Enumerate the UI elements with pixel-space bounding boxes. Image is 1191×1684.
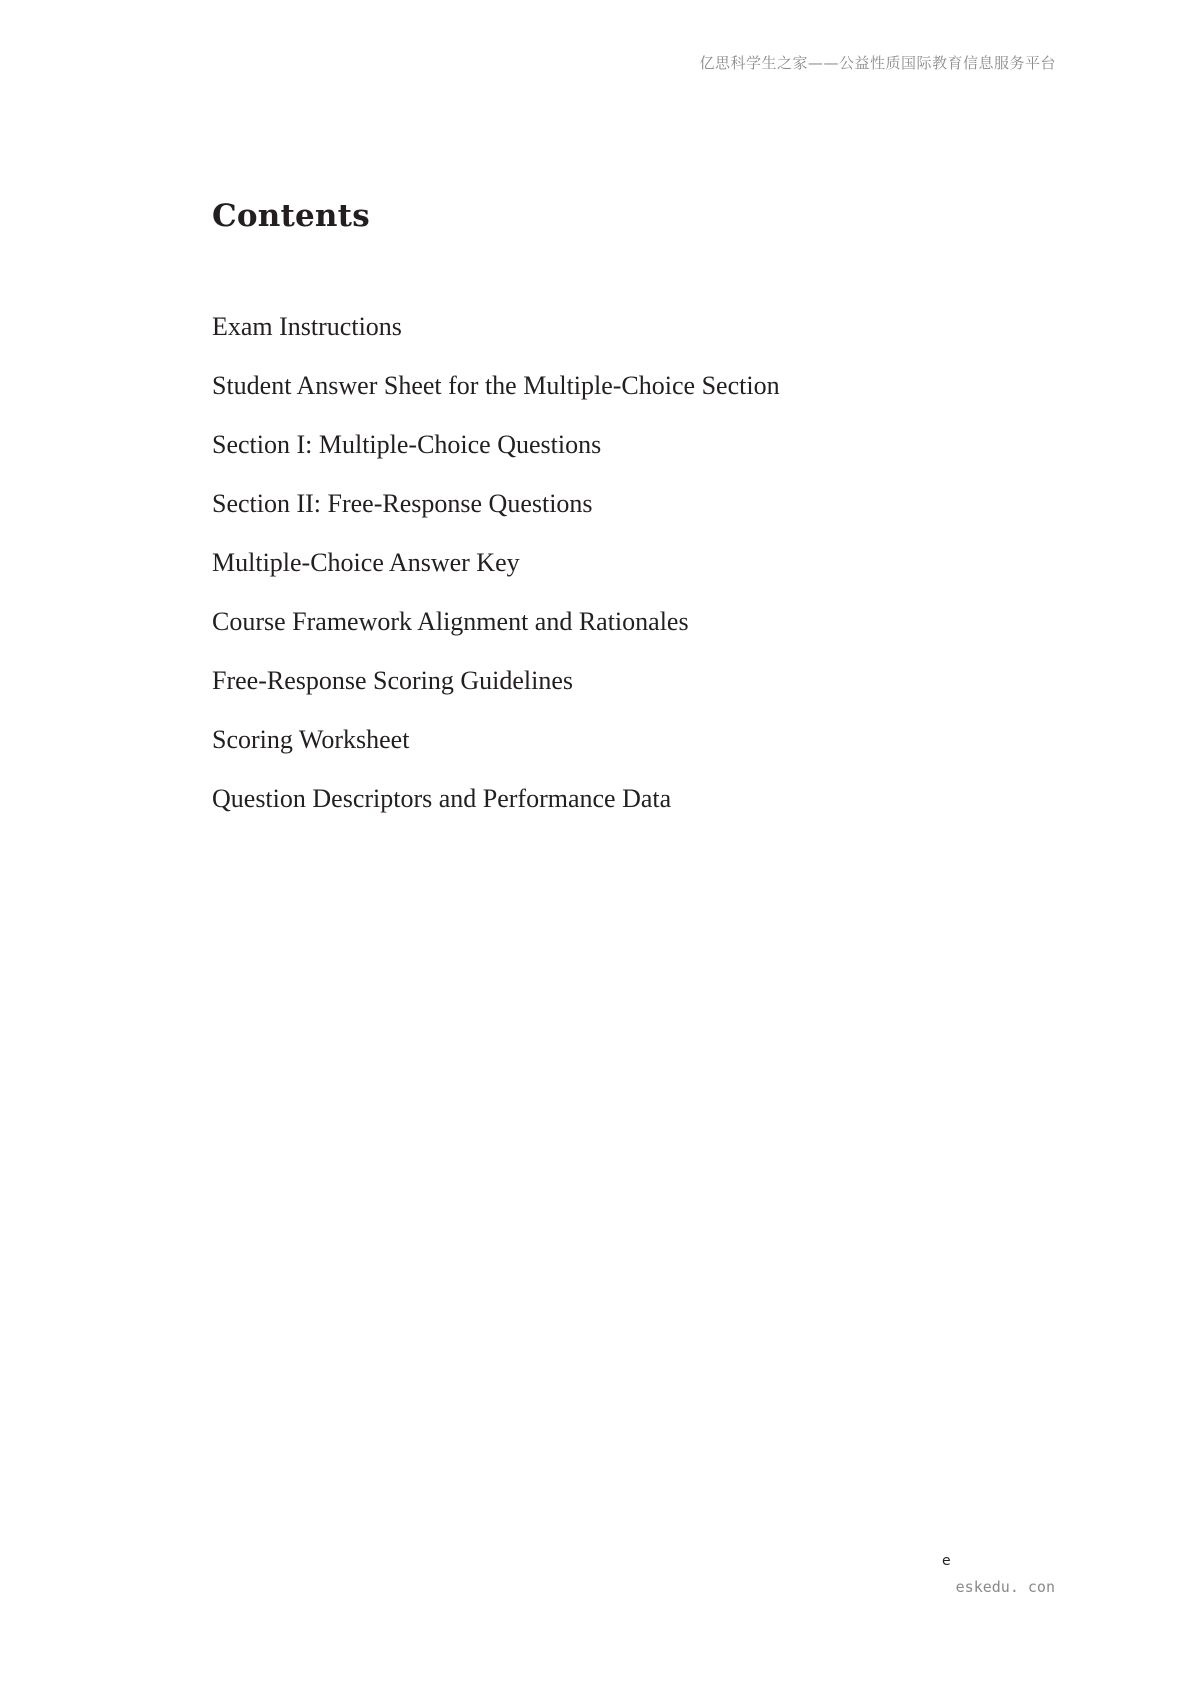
footer-watermark: eskedu. con bbox=[955, 1578, 1055, 1596]
toc-item-answer-key: Multiple-Choice Answer Key bbox=[212, 548, 520, 577]
toc-item-section-2-free-response: Section II: Free-Response Questions bbox=[212, 489, 593, 518]
toc-item-question-descriptors: Question Descriptors and Performance Data bbox=[212, 784, 672, 813]
toc-item-scoring-worksheet: Scoring Worksheet bbox=[212, 725, 410, 754]
header-watermark: 亿思科学生之家——公益性质国际教育信息服务平台 bbox=[699, 54, 1056, 72]
toc-item-section-1-multiple-choice: Section I: Multiple-Choice Questions bbox=[212, 430, 602, 459]
toc-item-scoring-guidelines: Free-Response Scoring Guidelines bbox=[212, 666, 574, 695]
toc-item-exam-instructions: Exam Instructions bbox=[212, 312, 402, 341]
toc-item-course-framework-alignment: Course Framework Alignment and Rationales bbox=[212, 607, 689, 636]
toc-item-student-answer-sheet: Student Answer Sheet for the Multiple-Choice Section bbox=[212, 371, 780, 400]
page-title: Contents bbox=[212, 198, 370, 234]
table-of-contents bbox=[212, 312, 780, 814]
stray-mark: e bbox=[942, 1553, 951, 1569]
